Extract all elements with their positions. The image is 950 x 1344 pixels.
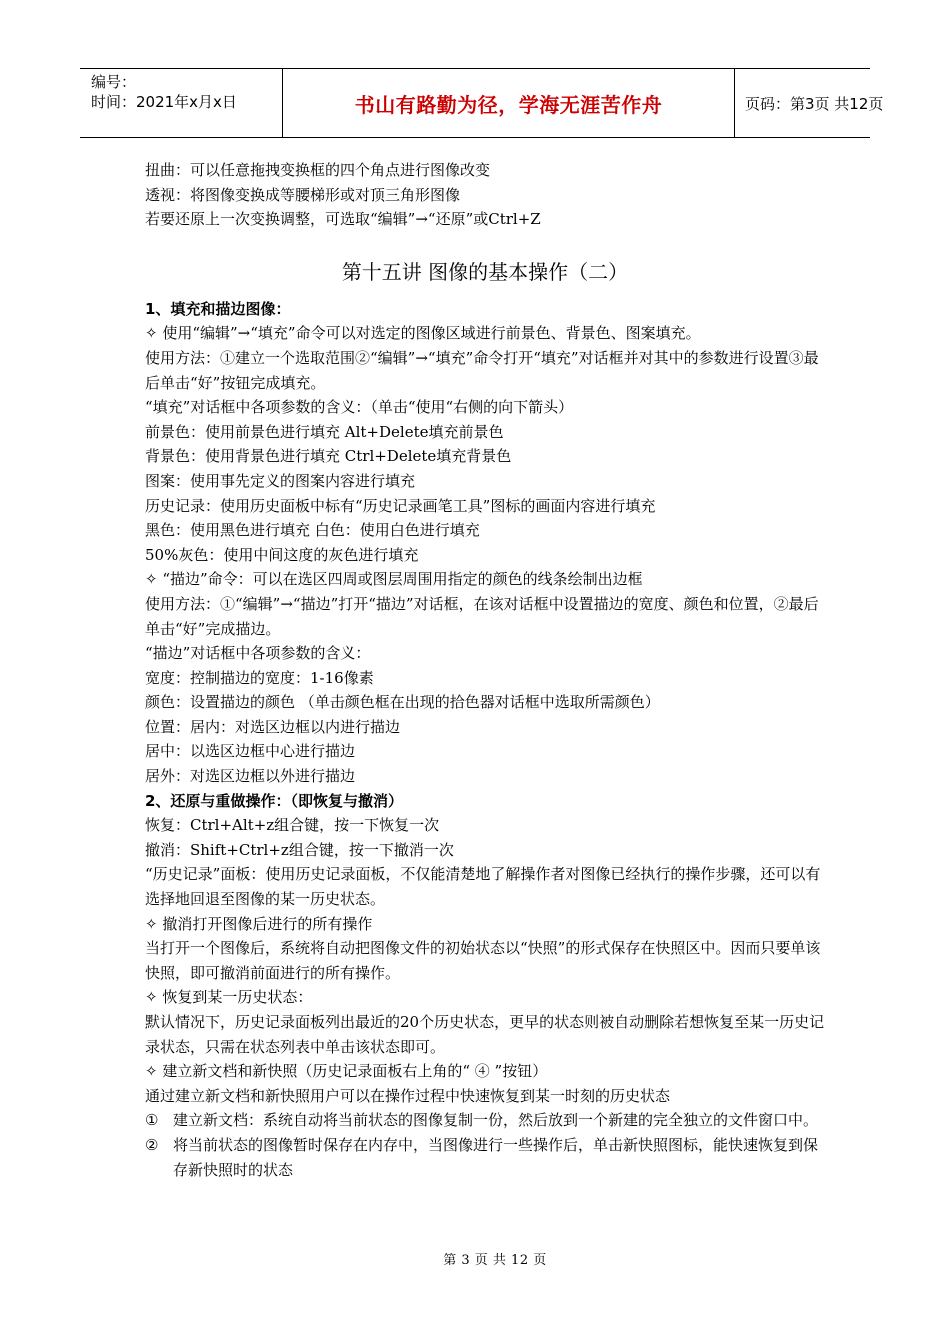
paragraph: 宽度：控制描边的宽度：1-16像素	[145, 668, 374, 687]
section-heading-fill-stroke: 1、填充和描边图像：	[145, 299, 291, 318]
item-number: ②	[145, 1135, 159, 1154]
paragraph: ✧ “描边”命令：可以在选区四周或图层周围用指定的颜色的线条绘制出边框	[145, 570, 643, 589]
paragraph: 图案：使用事先定义的图案内容进行填充	[145, 471, 416, 490]
page-footer: 第 3 页 共 12 页	[443, 1253, 547, 1268]
numbered-item	[145, 1108, 825, 1133]
intro-line-perspective: 透视：将图像变换成等腰梯形或对顶三角形图像	[145, 185, 461, 204]
header-meta-cell	[80, 69, 283, 137]
paragraph: 居中：以选区边框中心进行描边	[145, 742, 356, 761]
item-text: 将当前状态的图像暂时保存在内存中，当图像进行一些操作后，单击新快照图标，能快速恢复到保存新快照时的状态	[173, 1135, 819, 1179]
paragraph: 当打开一个图像后，系统将自动把图像文件的初始状态以“快照”的形式保存在快照区中。因而只要单该快照，即可撤消前面进行的所有操作。	[145, 939, 821, 982]
paragraph: 黑色：使用黑色进行填充 白色：使用白色进行填充	[145, 521, 480, 540]
document-date-label: 时间：2021年x月x日	[91, 93, 237, 111]
intro-line-undo: 若要还原上一次变换调整，可选取“编辑”→“还原”或Ctrl+Z	[145, 210, 541, 229]
paragraph: “历史记录”面板：使用历史记录面板，不仅能清楚地了解操作者对图像已经执行的操作步骤，还可以有选择地回退至图像的某一历史状态。	[145, 865, 821, 909]
header-page-info: 页码：第3页 共12页	[745, 95, 884, 113]
paragraph: “描边”对话框中各项参数的含义：	[145, 644, 371, 663]
paragraph: 通过建立新文档和新快照用户可以在操作过程中快速恢复到某一时刻的历史状态	[145, 1086, 671, 1105]
item-number: ①	[145, 1111, 159, 1130]
paragraph: 默认情况下，历史记录面板列出最近的20个历史状态，更早的状态则被自动删除若想恢复至某一历史记录状态，只需在状态列表中单击该状态即可。	[145, 1013, 825, 1056]
paragraph: 历史记录：使用历史面板中标有“历史记录画笔工具”图标的画面内容进行填充	[145, 496, 656, 515]
paragraph: 撤消：Shift+Ctrl+z组合键，按一下撤消一次	[145, 840, 454, 859]
section-heading-undo-redo: 2、还原与重做操作：（即恢复与撤消）	[145, 791, 403, 810]
paragraph: 背景色：使用背景色进行填充 Ctrl+Delete填充背景色	[145, 447, 512, 466]
paragraph: ✧ 恢复到某一历史状态：	[145, 988, 313, 1007]
paragraph: 位置：居内：对选区边框以内进行描边	[145, 717, 401, 736]
paragraph: ✧ 建立新文档和新快照（历史记录面板右上角的“ ④ ”按钮）	[145, 1062, 548, 1081]
document-number-label: 编号：	[91, 73, 137, 91]
document-body	[145, 158, 825, 1182]
item-text: 建立新文档：系统自动将当前状态的图像复制一份，然后放到一个新建的完全独立的文件窗口中。	[173, 1111, 819, 1130]
paragraph: 前景色：使用前景色进行填充 Alt+Delete填充前景色	[145, 422, 504, 441]
paragraph: 颜色：设置描边的颜色 （单击颜色框在出现的拾色器对话框中选取所需颜色）	[145, 693, 660, 712]
paragraph: ✧ 撤消打开图像后进行的所有操作	[145, 914, 373, 933]
header-page-cell	[735, 69, 884, 137]
paragraph: 50%灰色：使用中间这度的灰色进行填充	[145, 545, 419, 564]
page-header	[80, 68, 884, 138]
header-motto: 书山有路勤为径，学海无涯苦作舟	[354, 92, 663, 117]
numbered-item	[145, 1133, 825, 1182]
paragraph: “填充”对话框中各项参数的含义：（单击“使用“右侧的向下箭头）	[145, 398, 574, 417]
intro-line-distort: 扭曲：可以任意拖拽变换框的四个角点进行图像改变	[145, 161, 491, 179]
paragraph: 使用方法：①“编辑”→“描边”打开“描边”对话框，在该对话框中设置描边的宽度、颜色和位置，②最后单击“好”完成描边。	[145, 594, 819, 638]
header-motto-cell	[283, 69, 735, 137]
paragraph: ✧ 使用“编辑”→“填充”命令可以对选定的图像区域进行前景色、背景色、图案填充。	[145, 324, 701, 343]
lecture-title: 第十五讲 图像的基本操作（二）	[341, 259, 629, 284]
paragraph: 使用方法：①建立一个选取范围②“编辑”→“填充”命令打开“填充”对话框并对其中的参数进行设置③最后单击“好”按钮完成填充。	[145, 348, 819, 392]
paragraph: 恢复：Ctrl+Alt+z组合键，按一下恢复一次	[145, 816, 440, 835]
paragraph: 居外：对选区边框以外进行描边	[145, 767, 356, 786]
